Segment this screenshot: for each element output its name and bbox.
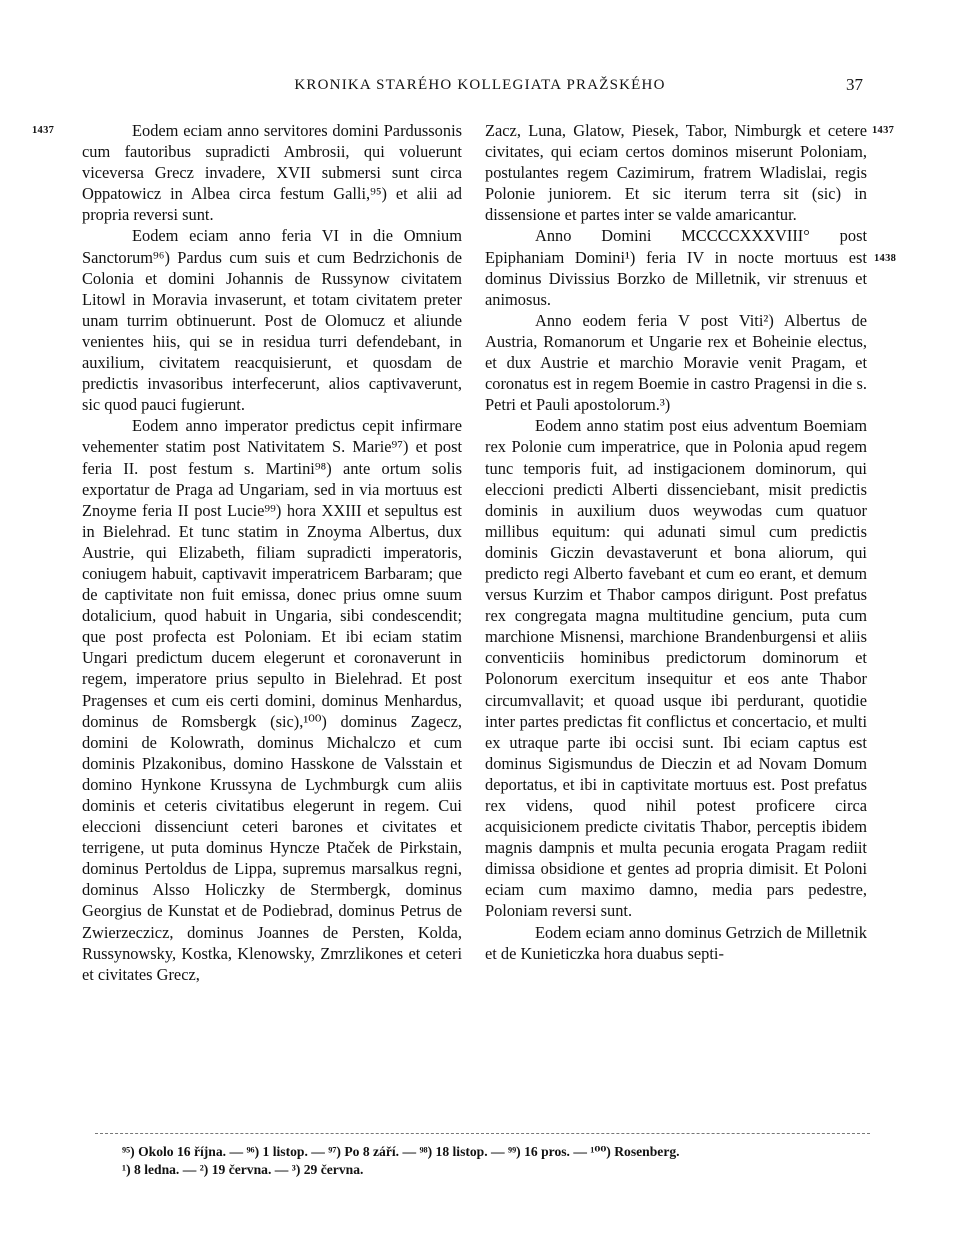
right-column: [485, 120, 867, 964]
paragraph: Eodem anno imperator predictus cepit infirmare vehementer statim post Nativitatem S. Marie⁹⁷) et post feria II. post festum s. Martini⁹⁸) ante ortum solis exportatur de Praga ad Ungariam, sed in via mortuus est Znoyme feria II post Lucie⁹⁹) hora XXIII et sepultus est in Bielehrad. Et tunc statim in Znoyma Albertus, dux Austrie, qui Elizabeth, filiam supradicti imperatoris, coniugem habuit, captivavit imperatricem Barbaram; que de captivitate non fuit emissa, donec prius omne suum dotalicium, quod habuit in Ungaria, sibi condescendit; que post profecta est Poloniam. Et ibi eciam statim Ungari predictum ducem elegerunt et coronaverunt in regem, imperatore prius sepulto in Bielehrad. Et post Pragenses et cum eis certi domini, dominus Menhardus, dominus de Romsbergk (sic),¹⁰⁰) dominus Zagecz, domini de Kolowrath, dominus Michalczo et cum dominis Plzakonibus, domino Hasskone de Valsstain et domino Hynkone Krussyna de Lychmburgk cum aliis dominis et ceteris civitatibus elegerunt in regem. Cui eleccioni dissenciunt ceteri barones et civitates et terrigene, ut puta dominus Hyncze Ptaček de Pirkstain, dominus Pertoldus de Lippa, supremus marsalkus regni, dominus Alsso Holiczky de Stermbergk, dominus Georgius de Kunstat et de Podiebrad, dominus Petrus de Zwierzeczicz, dominus Joannes de Persten, Kolda, Russynowsky, Kostka, Klenowsky, Zmrzlikones et ceteri et civitates Grecz,: [82, 416, 462, 984]
running-header: [0, 75, 960, 99]
paragraph: Anno Domini MCCCCXXXVIII° post Epiphaniam Domini¹) feria IV in nocte mortuus est dominus Divissius Borzko de Milletnik, vir strenuus et animosus.: [485, 226, 867, 309]
paragraph: Eodem eciam anno feria VI in die Omnium Sanctorum⁹⁶) Pardus cum suis et cum Bedrzichonis de Colonia et domini Johannis de Russynow civitatem Litowl in Moravia invaserunt, et totam civitatem preter unam turrim obtinuerunt. Post de Olomucz et aliunde venientes hiis, qui se in residua turri defendebant, in auxilium, civitatem reacquisierunt, et quosdam de predictis invasoribus interfecerunt, alios captivaverunt, sic quod pauci fugierunt.: [82, 226, 462, 415]
left-column: [82, 120, 462, 985]
running-title: KRONIKA STARÉHO KOLLEGIATA PRAŽSKÉHO: [294, 77, 666, 93]
paragraph: Eodem eciam anno dominus Getrzich de Milletnik et de Kunieticzka hora duabus septi-: [485, 922, 867, 963]
footnote-line: ¹) 8 ledna. — ²) 19 června. — ³) 29 června.: [122, 1162, 364, 1177]
paragraph: Eodem anno statim post eius adventum Boemiam rex Polonie cum imperatrice, que in Polonia apud regem tunc temporis fuit, ad instigacionem dominorum, qui eleccioni predicti Alberti dissenciebant, misit predictis dominis in auxilium duos weywodas cum quatuor millibus equitum: qui adunati simul cum predictis dominis Giczin devastaverunt et bona aliorum, qui predicto regi Alberto favebant et cum eo erant, et demum versus Kurzim et Thabor campos dirigunt. Post prefatus rex congregata magna multitudine gencium, puta cum marchione Misnensi, marchione Brandenburgensi et aliis conventiciis hominibus predictorum dominorum et Polonorum exercitum insequitur et eos ante Thabor circumvallavit; et quoad usque ibi perdurant, quotidie inter partes predictas fit conflictus et concertacio, et multi ex utraque parte ibi occisi sunt. Ibi eciam captus est dominus Sigismundus de Dieczin et ad Novam Domum deportatus, et ibi in captivitate mortuus est. Post prefatus rex videns, quod nihil potest proficere circa acquisicionem predicte civitatis Thabor, perceptis ibidem magnis dampnis et multa pecunia erogata Pragam rediit dimissa obsidione et gentes ad propria dimisit. Et Poloni eciam cum maximo damno, media pars pedestre, Poloniam reversi sunt.: [485, 416, 867, 921]
page-number: 37: [846, 75, 863, 94]
paragraph: Eodem eciam anno servitores domini Pardussonis cum fautoribus supradicti Ambrosii, qui voluerunt viceversa Grecz invadere, XVII submersi sunt circa Oppatowicz in Albea circa festum Galli,⁹⁵) et alii ad propria reversi sunt.: [82, 121, 462, 225]
margin-year-right: 1437: [872, 125, 895, 136]
footnotes: [122, 1143, 862, 1179]
paragraph: Anno eodem feria V post Viti²) Albertus de Austria, Romanorum et Ungarie rex et Boheinie electus, et dux Austrie et marchio Moravie venit Pragam, et coronatus est in regem Boemie in castro Pragensi in die s. Petri et Pauli apostolorum.³): [485, 310, 867, 415]
paragraph: Zacz, Luna, Glatow, Piesek, Tabor, Nimburgk et cetere civitates, qui eciam certos dominos miserunt Poloniam, postulantes regem Cazimirum, fratrem Wladislai, regis Polonie juniorem. Et sic iterum terra sit (sic) in dissensione et partes inter se valde amaricantur.: [485, 121, 867, 225]
margin-year-left: 1437: [32, 125, 55, 136]
footnote-divider: [95, 1133, 870, 1134]
margin-year-right: 1438: [874, 253, 897, 264]
footnote-line: ⁹⁵) Okolo 16 října. — ⁹⁶) 1 listop. — ⁹⁷) Po 8 září. — ⁹⁸) 18 listop. — ⁹⁹) 16 pros. — ¹⁰⁰) Rosenberg.: [122, 1144, 680, 1159]
